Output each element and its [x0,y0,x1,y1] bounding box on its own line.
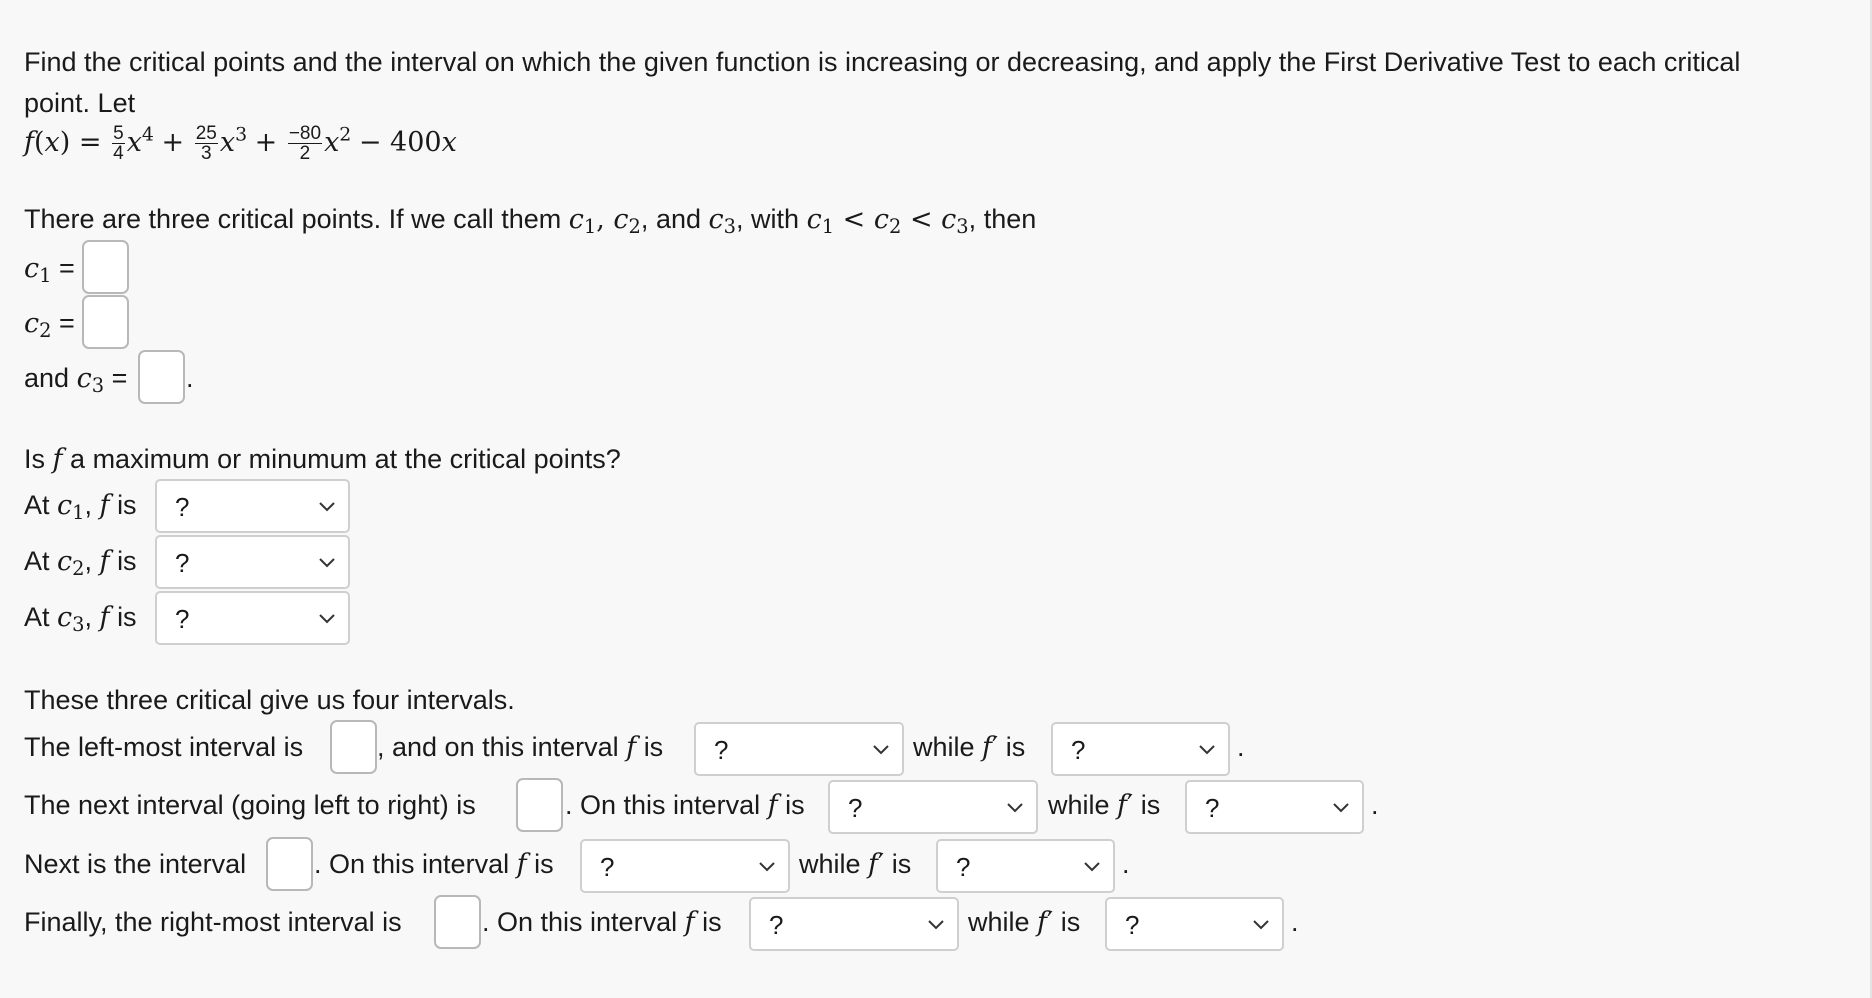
at-c1-label: At $c_1$, f is [24,490,137,524]
row2-period: . [1371,790,1379,820]
c2-input[interactable] [82,295,129,349]
chevron-down-icon [318,613,336,625]
coef-frac-1: $\frac{5}{4}$ [113,123,124,165]
row4-fprime-label: while f′ is [968,907,1081,938]
coef-frac-2: $\frac{25}{3}$ [195,123,217,165]
row2-f-select[interactable]: ? [828,780,1038,834]
maxmin-c1-select[interactable]: ? [155,479,350,533]
row3-interval-input[interactable] [266,837,313,891]
row2-interval-input[interactable] [516,778,563,832]
row3-label: Next is the interval [24,849,247,879]
intervals-intro: These three critical give us four intervals. [24,685,515,715]
chevron-down-icon [1252,919,1270,931]
row4-label: Finally, the right-most interval is [24,907,402,937]
intro-line-2: point. Let [24,88,136,118]
c3-period: . [186,363,194,393]
chevron-down-icon [872,744,890,756]
row4-period: . [1291,907,1299,937]
chevron-down-icon [1006,802,1024,814]
coef-frac-3: $\frac{-80}{2}$ [288,123,322,165]
function-formula: f(x) = $\frac{5}{4}$ $x^4$ + $\frac{25}{3}$ $x^3$ + $\frac{-80}{2}$ $x^2 - 400x$ [24,123,457,165]
c2-label: $c_2$ = [24,308,75,342]
row1-fprime-select[interactable]: ? [1051,722,1230,776]
c3-input[interactable] [138,350,185,404]
row1-f-select[interactable]: ? [694,722,904,776]
intro-line-1: Find the critical points and the interval on which the given function is increasing or decreasing, and apply the First Derivative Test to each critical [24,47,1741,77]
chevron-down-icon [318,557,336,569]
row3-fprime-label: while f′ is [799,849,912,880]
row3-fprime-select[interactable]: ? [936,839,1115,893]
row3-period: . [1122,849,1130,879]
row3-f-select[interactable]: ? [580,839,790,893]
maxmin-c3-select[interactable]: ? [155,591,350,645]
row2-fprime-select[interactable]: ? [1185,780,1364,834]
row1-label: The left-most interval is [24,732,304,762]
row2-label: The next interval (going left to right) is [24,790,476,820]
row4-interval-input[interactable] [434,895,481,949]
chevron-down-icon [927,919,945,931]
c1-input[interactable] [82,240,129,294]
row4-f-select[interactable]: ? [749,897,959,951]
critical-sentence: There are three critical points. If we call them $c_1$, $c_2$, and $c_3$, with $c_1 < c_2 < c_3$, then [24,204,1037,238]
row4-f-label: . On this interval f is [482,907,722,938]
at-c3-label: At $c_3$, f is [24,602,137,636]
row1-interval-input[interactable] [330,720,377,774]
chevron-down-icon [758,861,776,873]
chevron-down-icon [1083,861,1101,873]
row1-f-label: , and on this interval f is [377,732,664,763]
row2-fprime-label: while f′ is [1048,790,1161,821]
chevron-down-icon [1198,744,1216,756]
row2-f-label: . On this interval f is [565,790,805,821]
maxmin-c2-select[interactable]: ? [155,535,350,589]
chevron-down-icon [1332,802,1350,814]
row1-period: . [1237,732,1245,762]
row4-fprime-select[interactable]: ? [1105,897,1284,951]
row1-fprime-label: while f′ is [913,732,1026,763]
c1-label: $c_1$ = [24,253,75,287]
row3-f-label: . On this interval f is [314,849,554,880]
at-c2-label: At $c_2$, f is [24,546,137,580]
chevron-down-icon [318,501,336,513]
c3-label: and $c_3$ = [24,363,128,397]
maxmin-question: Is f a maximum or minumum at the critical points? [24,444,621,475]
